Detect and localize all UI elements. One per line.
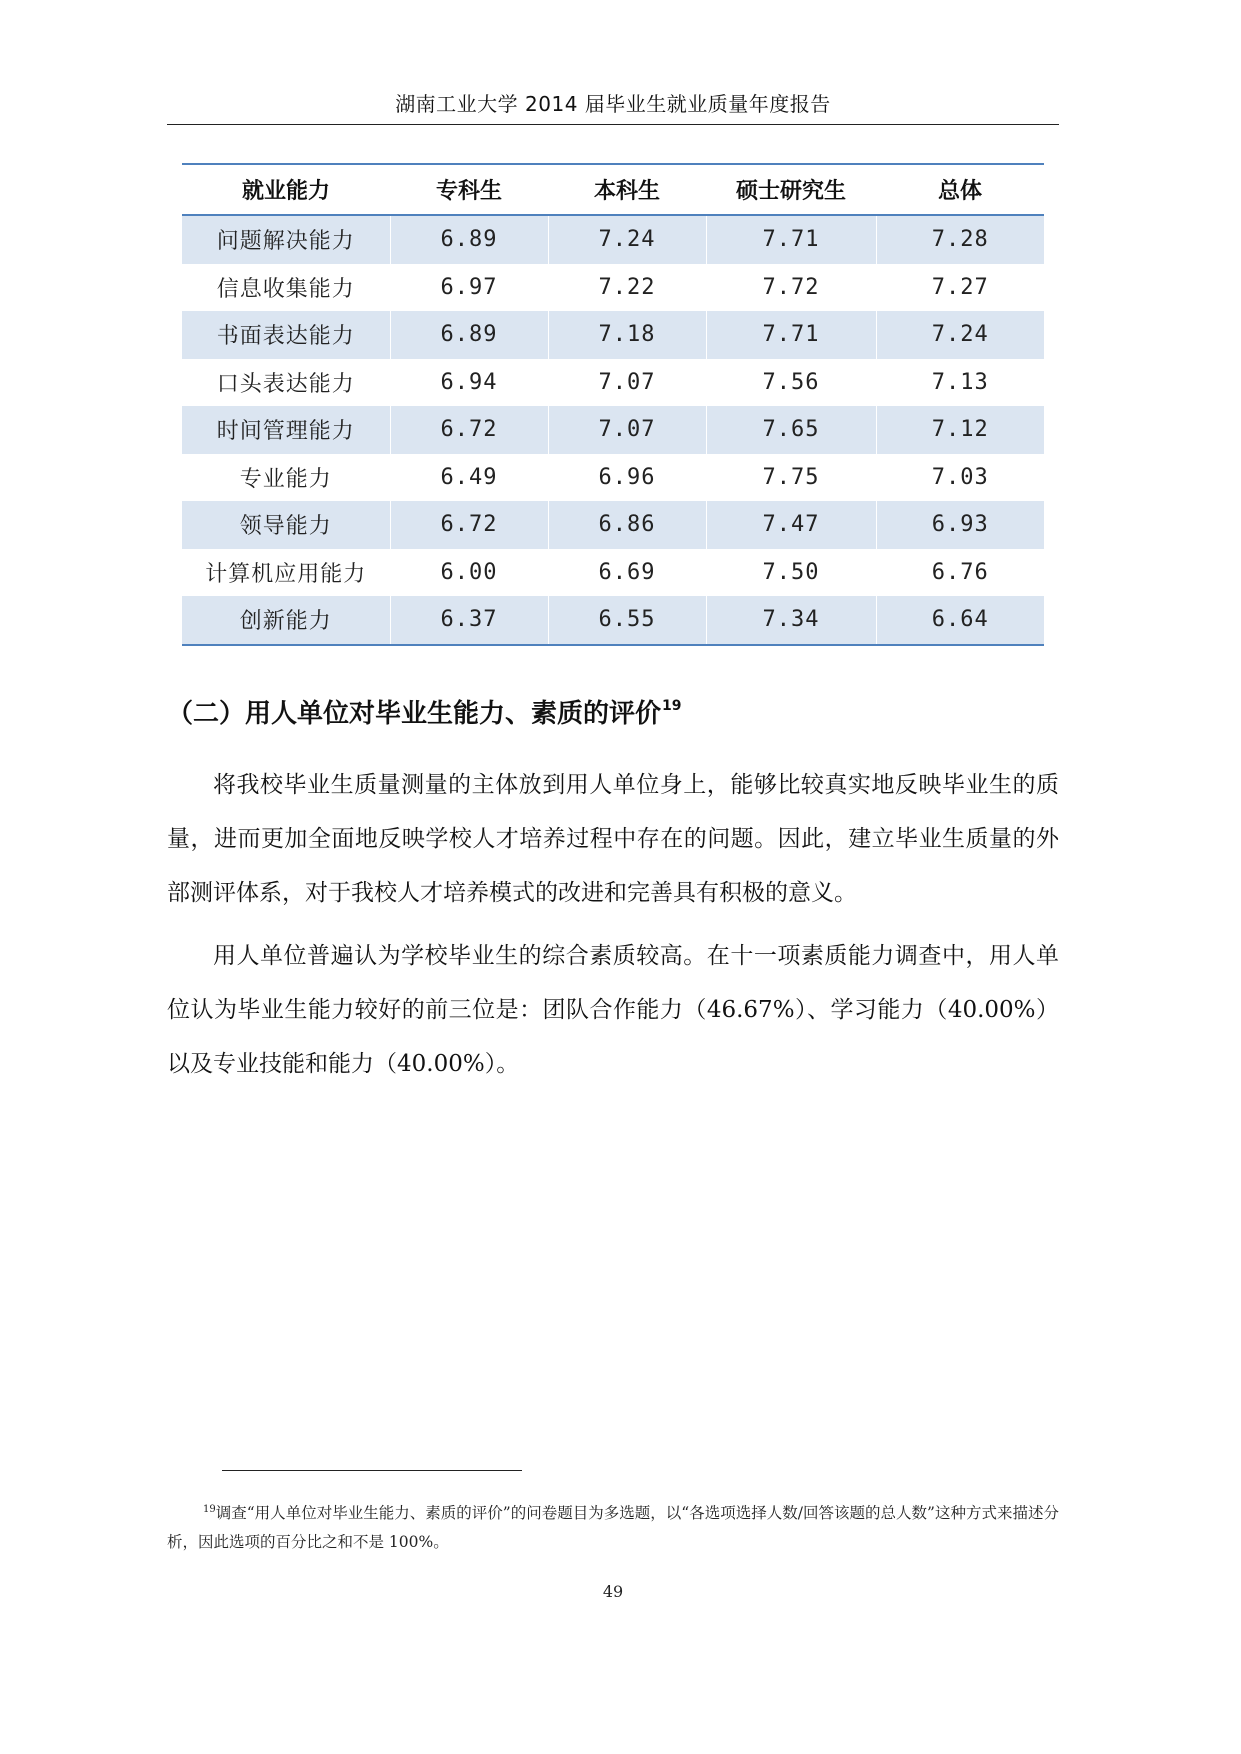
table-cell: 7.71 xyxy=(706,215,876,264)
footnote-divider xyxy=(222,1470,522,1471)
table-cell: 6.93 xyxy=(876,501,1044,549)
table-row xyxy=(182,215,1044,264)
row-label: 时间管理能力 xyxy=(182,406,390,454)
column-header-master: 硕士研究生 xyxy=(706,164,876,215)
column-header-junior-college: 专科生 xyxy=(390,164,548,215)
row-label: 口头表达能力 xyxy=(216,371,355,397)
table-cell: 6.89 xyxy=(390,311,548,359)
table-cell: 6.86 xyxy=(548,501,706,549)
row-label: 问题解决能力 xyxy=(182,215,390,264)
table-cell: 7.13 xyxy=(876,359,1044,407)
table-cell: 7.24 xyxy=(876,311,1044,359)
table-row xyxy=(182,264,1044,312)
footnote-number: 19 xyxy=(203,1504,216,1515)
row-label: 信息收集能力 xyxy=(216,276,355,302)
table-cell: 7.71 xyxy=(706,311,876,359)
section-heading xyxy=(167,693,682,730)
table-cell: 6.64 xyxy=(876,596,1044,645)
table-cell: 6.76 xyxy=(876,549,1044,597)
table-cell: 7.75 xyxy=(706,454,876,502)
row-label: 领导能力 xyxy=(182,501,390,549)
table-cell: 6.96 xyxy=(548,454,706,502)
table-row xyxy=(182,596,1044,645)
table-header-row xyxy=(182,164,1044,215)
table-cell: 7.07 xyxy=(548,359,706,407)
header-divider xyxy=(167,124,1059,125)
table-cell: 7.50 xyxy=(706,549,876,597)
table-cell: 7.24 xyxy=(548,215,706,264)
table-cell: 6.72 xyxy=(390,406,548,454)
table-row xyxy=(182,454,1044,502)
footnote-reference: 19 xyxy=(662,698,682,714)
table-cell: 7.47 xyxy=(706,501,876,549)
table-cell: 7.34 xyxy=(706,596,876,645)
employability-table xyxy=(182,163,1044,646)
table-cell: 7.18 xyxy=(548,311,706,359)
table-cell: 6.37 xyxy=(390,596,548,645)
table-cell: 6.94 xyxy=(390,359,548,407)
table-cell: 6.89 xyxy=(390,215,548,264)
table-cell: 6.97 xyxy=(390,264,548,312)
row-label: 书面表达能力 xyxy=(182,311,390,359)
section-heading-text: （二）用人单位对毕业生能力、素质的评价 xyxy=(167,699,662,729)
table-cell: 7.27 xyxy=(876,264,1044,312)
table-row xyxy=(182,311,1044,359)
table-cell: 7.12 xyxy=(876,406,1044,454)
body-paragraph: 用人单位普遍认为学校毕业生的综合素质较高。在十一项素质能力调查中，用人单位认为毕业生能力较好的前三位是：团队合作能力（46.67%）、学习能力（40.00%）以及专业技能和能力（40.00%）。 xyxy=(167,943,1059,1077)
footnote-text: 调查“用人单位对毕业生能力、素质的评价”的问卷题目为多选题，以“各选项选择人数/回答该题的总人数”这种方式来描述分析，因此选项的百分比之和不是 100%。 xyxy=(167,1504,1059,1551)
table-cell: 6.69 xyxy=(548,549,706,597)
running-header: 湖南工业大学 2014 届毕业生就业质量年度报告 xyxy=(395,92,831,116)
table-cell: 7.22 xyxy=(548,264,706,312)
table-row xyxy=(182,406,1044,454)
table-cell: 7.07 xyxy=(548,406,706,454)
table-cell: 7.03 xyxy=(876,454,1044,502)
table-cell: 6.55 xyxy=(548,596,706,645)
table-cell: 7.56 xyxy=(706,359,876,407)
table-row xyxy=(182,549,1044,597)
column-header-undergraduate: 本科生 xyxy=(548,164,706,215)
table-cell: 7.28 xyxy=(876,215,1044,264)
table-row xyxy=(182,501,1044,549)
table-cell: 6.49 xyxy=(390,454,548,502)
table-row xyxy=(182,359,1044,407)
table-cell: 6.00 xyxy=(390,549,548,597)
row-label: 计算机应用能力 xyxy=(205,561,367,587)
row-label: 专业能力 xyxy=(239,466,332,492)
column-header-overall: 总体 xyxy=(876,164,1044,215)
table-cell: 7.72 xyxy=(706,264,876,312)
row-label: 创新能力 xyxy=(182,596,390,645)
body-paragraph: 将我校毕业生质量测量的主体放到用人单位身上，能够比较真实地反映毕业生的质量，进而更加全面地反映学校人才培养过程中存在的问题。因此，建立毕业生质量的外部测评体系，对于我校人才培养模式的改进和完善具有积极的意义。 xyxy=(167,772,1059,906)
footnote xyxy=(167,1495,1059,1557)
table-cell: 7.65 xyxy=(706,406,876,454)
column-header-ability: 就业能力 xyxy=(182,164,390,215)
page-number: 49 xyxy=(602,1582,624,1601)
table-cell: 6.72 xyxy=(390,501,548,549)
